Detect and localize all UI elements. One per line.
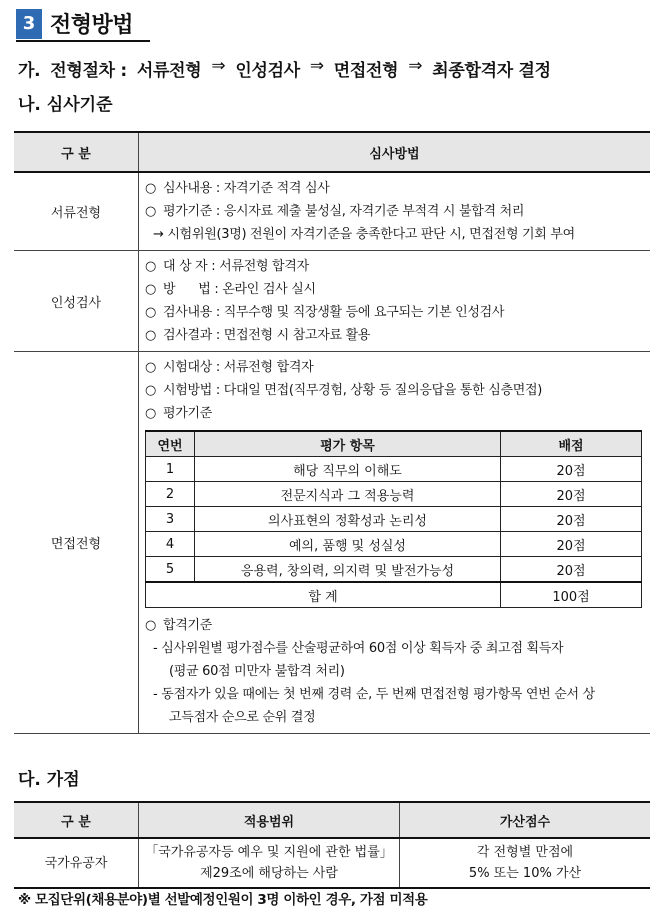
criteria-heading: 나. 심사기준 (18, 95, 113, 115)
procedure-step-1: 서류전형 (136, 61, 202, 81)
category-document: 서류전형 (14, 172, 139, 251)
table-row: 2 전문지식과 그 적용능력 20점 (146, 482, 642, 507)
procedure-line (18, 56, 551, 81)
total-label: 합 계 (146, 582, 501, 608)
bonus-points: 각 전형별 만점에 5% 또는 10% 가산 (400, 838, 651, 888)
table-row-interview (14, 352, 650, 734)
circle-bullet-icon: ○ (145, 181, 157, 196)
criteria-table-wrapper (14, 131, 650, 734)
list-item: ○ 검사결과 : 면접전형 시 참고자료 활용 (145, 324, 644, 347)
bonus-header-category: 구 분 (14, 802, 139, 838)
arrow-icon: ⇒ (211, 56, 226, 76)
circle-bullet-icon: ○ (145, 328, 157, 343)
circle-bullet-icon: ○ (145, 259, 157, 274)
circle-bullet-icon: ○ (145, 204, 157, 219)
table-row: 4 예의, 품행 및 성실성 20점 (146, 532, 642, 557)
total-row (146, 582, 642, 608)
pass-line: - 동점자가 있을 때에는 첫 번째 경력 순, 두 번째 면접전형 평가항목 연번 순서 상 (153, 687, 595, 702)
table-row-personality (14, 251, 650, 352)
method-personality (139, 251, 651, 352)
eval-header-item: 평가 항목 (195, 431, 501, 457)
circle-bullet-icon: ○ (145, 305, 157, 320)
circle-bullet-icon: ○ (145, 360, 157, 375)
note-line: → 시험위원(3명) 전원이 자격기준을 충족한다고 판단 시, 면접전형 기회 부여 (153, 227, 575, 242)
procedure-title: 전형절차 : (50, 61, 127, 81)
procedure-step-2: 인성검사 (235, 61, 300, 81)
table-row (14, 838, 650, 888)
list-item: ○ 심사내용 : 자격기준 적격 심사 (145, 177, 644, 200)
method-interview (139, 352, 651, 734)
list-item: ○ 시험대상 : 서류전형 합격자 (145, 356, 644, 379)
list-item: ○ 대 상 자 : 서류전형 합격자 (145, 255, 644, 278)
method-document (139, 172, 651, 251)
eval-header-no: 연번 (146, 431, 195, 457)
list-item: ○ 방 법 : 온라인 검사 실시 (145, 278, 644, 301)
circle-bullet-icon: ○ (145, 618, 157, 633)
section-underline (16, 40, 150, 42)
arrow-icon: ⇒ (309, 56, 324, 76)
procedure-step-3: 면접전형 (333, 61, 399, 81)
list-item: ○ 평가기준 (145, 402, 644, 425)
bonus-header-points: 가산점수 (400, 802, 651, 838)
category-interview: 면접전형 (14, 352, 139, 734)
bonus-header-row (14, 802, 650, 838)
circle-bullet-icon: ○ (145, 406, 157, 421)
header-method: 심사방법 (139, 132, 651, 172)
bonus-table (14, 801, 650, 889)
procedure-label: 가. (18, 61, 41, 81)
criteria-table (14, 131, 650, 734)
total-score: 100점 (501, 582, 642, 608)
list-item: ○ 검사내용 : 직무수행 및 직장생활 등에 요구되는 기본 인성검사 (145, 301, 644, 324)
circle-bullet-icon: ○ (145, 383, 157, 398)
pass-line: - 심사위원별 평가점수를 산술평균하여 60점 이상 획득자 중 최고점 획득자 (153, 641, 564, 656)
table-row: 3 의사표현의 정확성과 논리성 20점 (146, 507, 642, 532)
eval-header-score: 배점 (501, 431, 642, 457)
evaluation-table (145, 430, 642, 608)
table-row: 5 응용력, 창의력, 의지력 및 발전가능성 20점 (146, 557, 642, 583)
section-header (16, 8, 133, 39)
list-item: ○ 평가기준 : 응시자료 제출 불성실, 자격기준 부적격 시 불합격 처리 (145, 200, 644, 223)
header-category: 구 분 (14, 132, 139, 172)
section-title: 전형방법 (50, 13, 134, 38)
bonus-category: 국가유공자 (14, 838, 139, 888)
list-item: ○ 시험방법 : 다대일 면접(직무경험, 상황 등 질의응답을 통한 심층면접) (145, 379, 644, 402)
bonus-scope: 「국가유공자등 예우 및 지원에 관한 법률」 제29조에 해당하는 사람 (139, 838, 400, 888)
arrow-icon: ⇒ (408, 56, 423, 76)
section-number-badge: 3 (16, 9, 42, 39)
list-item: ○ 합격기준 (145, 614, 644, 637)
pass-line: (평균 60점 미만자 불합격 처리) (169, 664, 345, 679)
evaluation-header-row (146, 431, 642, 457)
table-row: 1 해당 직무의 이해도 20점 (146, 457, 642, 482)
pass-line: 고득점자 순으로 순위 결정 (169, 710, 316, 725)
footnote: ※ 모집단위(채용분야)별 선발예정인원이 3명 이하인 경우, 가점 미적용 (18, 892, 428, 908)
bonus-heading: 다. 가점 (18, 770, 80, 790)
table-header-row (14, 132, 650, 172)
bonus-table-wrapper (14, 801, 650, 889)
category-personality: 인성검사 (14, 251, 139, 352)
table-row-document (14, 172, 650, 251)
circle-bullet-icon: ○ (145, 282, 157, 297)
bonus-header-scope: 적용범위 (139, 802, 400, 838)
procedure-step-4: 최종합격자 결정 (432, 61, 551, 81)
